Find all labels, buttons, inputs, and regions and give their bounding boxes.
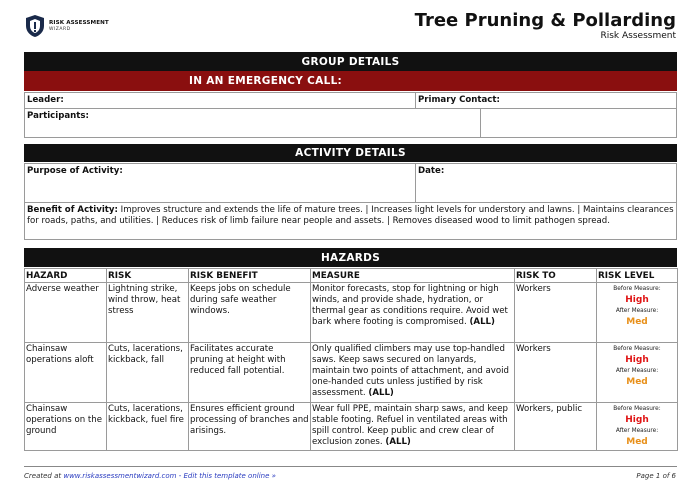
col-measure: MEASURE [311,269,515,283]
after-measure-label: After Measure: [615,428,659,434]
benefit-cell: Facilitates accurate pruning at height with reduced fall potential. [189,343,311,403]
table-row [25,343,678,403]
document-title: Tree Pruning & Pollarding [414,10,676,31]
measure-cell [311,283,515,343]
after-level: Med [626,437,648,447]
hazard-cell: Chainsaw operations aloft [25,343,107,403]
participants-field[interactable] [24,108,481,138]
col-risk-level: RISK LEVEL [597,269,678,283]
footer-divider [24,466,677,467]
footer-created-prefix: Created at [24,472,62,480]
before-measure-label: Before Measure: [613,286,661,292]
table-row [25,283,678,343]
risk-to-cell: Workers, public [515,403,597,451]
col-hazard: HAZARD [25,269,107,283]
primary-contact-label: Primary Contact: [418,95,500,105]
measure-cell [311,403,515,451]
risk-level-cell [597,403,678,451]
hazard-cell: Adverse weather [25,283,107,343]
hazards-heading: HAZARDS [24,248,677,267]
emergency-call-heading: IN AN EMERGENCY CALL: [24,71,677,91]
after-level: Med [626,317,648,327]
footer-credit [24,472,276,480]
after-measure-label: After Measure: [615,368,659,374]
participants-extra-field[interactable] [480,108,677,138]
shield-logo-icon [25,14,45,38]
brand-name: RISK ASSESSMENT [49,20,109,26]
footer-page-number: Page 1 of 6 [636,472,676,480]
risk-level-cell [597,283,678,343]
primary-contact-field[interactable] [415,92,677,109]
measure-tag: (ALL) [385,437,411,447]
footer-site-link[interactable]: www.riskassessmentwizard.com [63,472,177,480]
after-level: Med [626,377,648,387]
col-risk-to: RISK TO [515,269,597,283]
after-measure-label: After Measure: [615,308,659,314]
risk-to-cell: Workers [515,283,597,343]
before-level: High [625,355,649,365]
col-risk: RISK [107,269,189,283]
table-row [25,403,678,451]
brand-logo [25,14,109,38]
before-level: High [625,295,649,305]
measure-text: Wear full PPE, maintain sharp saws, and keep stable footing. Refuel in ventilated areas with spill control. Keep public and crew clear of exclusion zones. [312,404,508,447]
measure-tag: (ALL) [368,388,394,398]
benefit-cell: Keeps jobs on schedule during safe weather windows. [189,283,311,343]
date-label: Date: [418,166,445,176]
before-level: High [625,415,649,425]
before-measure-label: Before Measure: [613,406,661,412]
leader-field[interactable] [24,92,416,109]
risk-level-cell [597,343,678,403]
measure-tag: (ALL) [469,317,495,327]
benefit-cell: Ensures efficient ground processing of branches and arisings. [189,403,311,451]
risk-cell: Cuts, lacerations, kickback, fall [107,343,189,403]
group-details-heading: GROUP DETAILS [24,52,677,71]
before-measure-label: Before Measure: [613,346,661,352]
benefit-text: Improves structure and extends the life of mature trees. | Increases light levels for understory and lawns. | Maintains clearances for roads, paths, and utilities. | Reduces risk of limb failure near people and assets. | Removes diseased wood to limit pathogen spread. [27,205,674,226]
risk-cell: Lightning strike, wind throw, heat stress [107,283,189,343]
col-risk-benefit: RISK BENEFIT [189,269,311,283]
measure-text: Monitor forecasts, stop for lightning or high winds, and provide shade, hydration, or thermal gear as conditions require. Avoid wet bark where footing is compromised. [312,284,508,327]
footer-edit-link[interactable]: - Edit this template online » [178,472,276,480]
date-field[interactable] [415,163,677,203]
risk-cell: Cuts, lacerations, kickback, fuel fire [107,403,189,451]
leader-label: Leader: [27,95,64,105]
hazard-cell: Chainsaw operations on the ground [25,403,107,451]
hazards-header-row [25,269,678,283]
purpose-field[interactable] [24,163,416,203]
benefit-label: Benefit of Activity: [27,205,118,215]
purpose-label: Purpose of Activity: [27,166,123,176]
measure-cell [311,343,515,403]
document-subtitle: Risk Assessment [600,31,676,41]
risk-to-cell: Workers [515,343,597,403]
activity-details-heading: ACTIVITY DETAILS [24,144,677,162]
benefit-of-activity [24,202,677,240]
participants-label: Participants: [27,111,89,121]
brand-sub: WIZARD [49,27,71,32]
measure-text: Only qualified climbers may use top-handled saws. Keep saws secured on lanyards, maintain two points of attachment, and avoid one-handed cuts unless justified by risk assessment. [312,344,509,398]
hazards-table [24,268,678,451]
